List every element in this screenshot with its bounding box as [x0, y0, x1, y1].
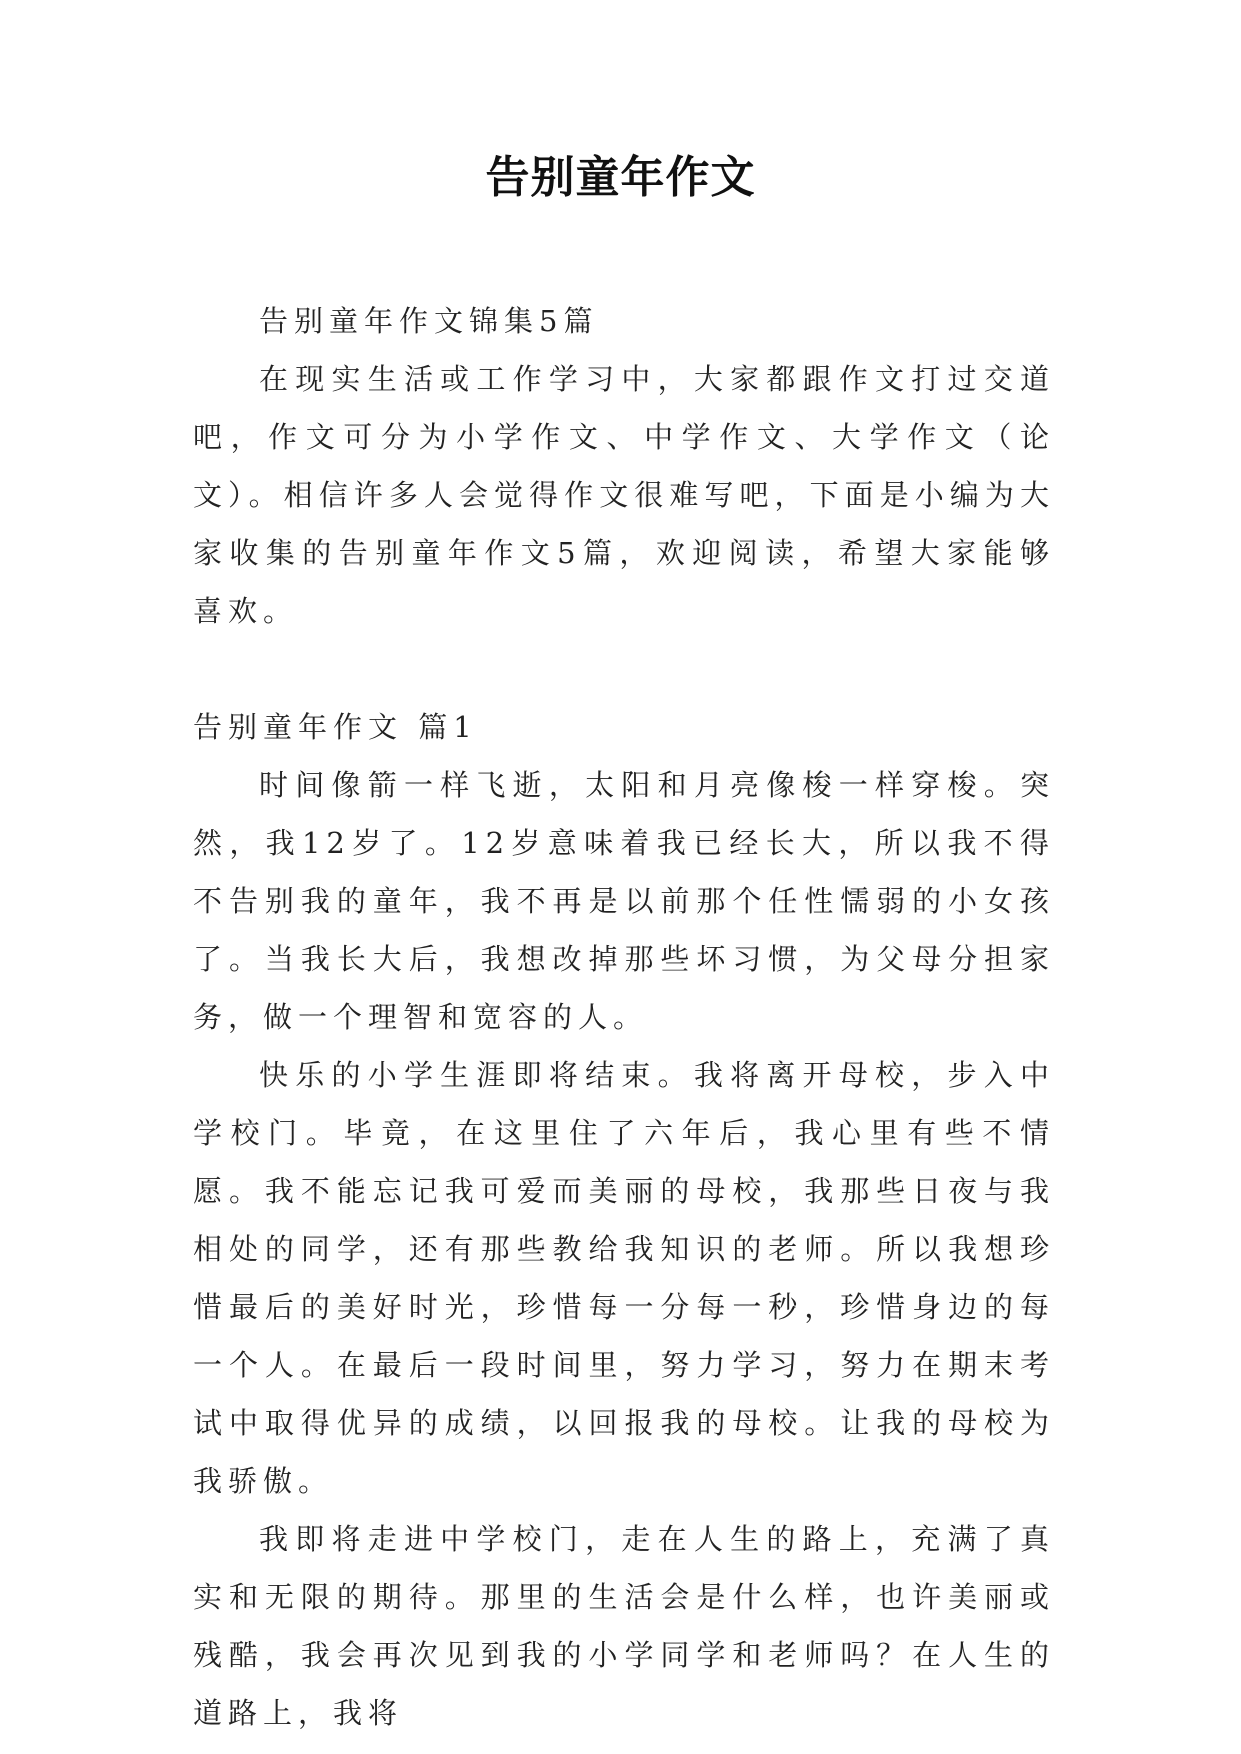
- document-body: [193, 292, 1055, 1742]
- body-paragraph: 时间像箭一样飞逝，太阳和月亮像梭一样穿梭。突然，我12岁了。12岁意味着我已经长大，所以我不得不告别我的童年，我不再是以前那个任性懦弱的小女孩了。当我长大后，我想改掉那些坏习惯，为父母分担家务，做一个理智和宽容的人。: [193, 768, 1055, 1034]
- document-title: 告别童年作文: [485, 152, 756, 203]
- body-paragraph: 我即将走进中学校门，走在人生的路上，充满了真实和无限的期待。那里的生活会是什么样，也许美丽或残酷，我会再次见到我的小学同学和老师吗？在人生的道路上，我将: [193, 1522, 1055, 1730]
- section-heading: 告别童年作文 篇1: [193, 710, 478, 744]
- body-paragraph: 快乐的小学生涯即将结束。我将离开母校，步入中学校门。毕竟，在这里住了六年后，我心里有些不情愿。我不能忘记我可爱而美丽的母校，我那些日夜与我相处的同学，还有那些教给我知识的老师。所以我想珍惜最后的美好时光，珍惜每一分每一秒，珍惜身边的每一个人。在最后一段时间里，努力学习，努力在期末考试中取得优异的成绩，以回报我的母校。让我的母校为我骄傲。: [193, 1058, 1055, 1498]
- section-spacer: [193, 640, 1055, 698]
- subtitle-paragraph: 告别童年作文锦集5篇: [259, 304, 599, 338]
- intro-paragraph: 在现实生活或工作学习中，大家都跟作文打过交道吧，作文可分为小学作文、中学作文、大学作文（论文）。相信许多人会觉得作文很难写吧，下面是小编为大家收集的告别童年作文5篇，欢迎阅读，希望大家能够喜欢。: [193, 362, 1055, 628]
